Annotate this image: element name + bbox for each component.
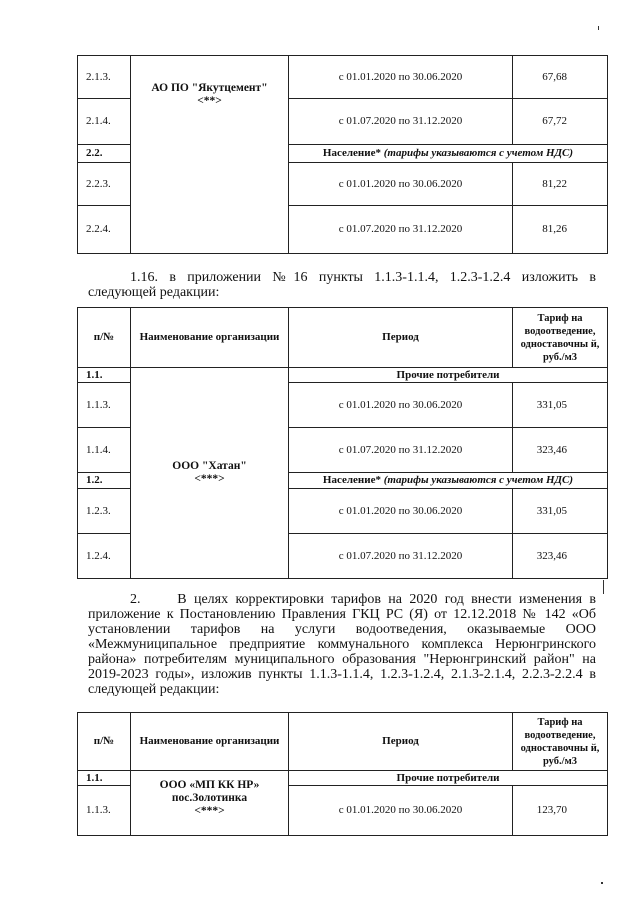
period-cell: с 01.07.2020 по 31.12.2020: [289, 534, 513, 579]
row-number: 1.1.3.: [78, 786, 131, 836]
header-number: п/№: [78, 308, 131, 368]
tariff-value: 81,26: [513, 206, 608, 254]
group-heading: [289, 145, 608, 163]
group-heading: Прочие потребители: [289, 771, 608, 786]
tariff-value: 67,68: [513, 56, 608, 99]
period-cell: с 01.01.2020 по 30.06.2020: [289, 489, 513, 534]
group-title: Население*: [322, 474, 381, 486]
tariff-value: 323,46: [513, 534, 608, 579]
header-organization: Наименование организации: [131, 713, 289, 771]
table-row: [78, 771, 608, 786]
organization-note: <**>: [197, 95, 222, 107]
header-tariff: Тариф на водоотведение, одноставочны й, руб./м3: [513, 308, 608, 368]
row-number: 1.1.4.: [78, 428, 131, 473]
period-cell: с 01.01.2020 по 30.06.2020: [289, 786, 513, 836]
tariff-value: 123,70: [513, 786, 608, 836]
scan-mark: [598, 26, 599, 30]
tariff-table-mp-kk-nr: [77, 712, 608, 836]
paragraph-number: 2.: [130, 592, 141, 607]
header-period: Период: [289, 308, 513, 368]
organization-name: ООО «МП КК НР» пос.Золотинка: [159, 779, 260, 804]
period-cell: с 01.01.2020 по 30.06.2020: [289, 56, 513, 99]
organization-cell: [131, 368, 289, 579]
row-number: 1.1.: [78, 771, 131, 786]
organization-note: <***>: [194, 805, 225, 817]
row-number: 2.2.3.: [78, 163, 131, 206]
paragraph-2: [88, 592, 596, 697]
organization-cell: [131, 771, 289, 836]
period-cell: с 01.07.2020 по 31.12.2020: [289, 206, 513, 254]
period-cell: с 01.07.2020 по 31.12.2020: [289, 428, 513, 473]
group-title: Население*: [322, 147, 381, 159]
organization-name: ООО "Хатан": [172, 460, 247, 472]
row-number: 1.2.3.: [78, 489, 131, 534]
organization-cell: [131, 56, 289, 254]
table-row: [78, 368, 608, 383]
scan-mark: [601, 882, 603, 884]
tariff-table-khatan: [77, 307, 608, 579]
tariff-value: 331,05: [513, 383, 608, 428]
header-tariff: Тариф на водоотведение, одноставочны й, руб./м3: [513, 713, 608, 771]
tariff-value: 331,05: [513, 489, 608, 534]
group-note: (тарифы указываются с учетом НДС): [383, 147, 574, 159]
row-number: 1.2.: [78, 473, 131, 489]
header-period: Период: [289, 713, 513, 771]
row-number: 2.2.: [78, 145, 131, 163]
table-header-row: [78, 308, 608, 368]
row-number: 1.1.: [78, 368, 131, 383]
row-number: 2.1.3.: [78, 56, 131, 99]
tariff-value: 67,72: [513, 99, 608, 145]
period-cell: с 01.07.2020 по 31.12.2020: [289, 99, 513, 145]
group-heading: [289, 473, 608, 489]
row-number: 2.2.4.: [78, 206, 131, 254]
period-cell: с 01.01.2020 по 30.06.2020: [289, 163, 513, 206]
tariff-value: 323,46: [513, 428, 608, 473]
header-organization: Наименование организации: [131, 308, 289, 368]
paragraph-text: В целях корректировки тарифов на 2020 год внести изменения в приложение к Постановлению Правления ГКЦ РС (Я) от 12.12.2018 № 142 «Об установлении тарифов на услуги водоотведения, оказываемые ООО «Межмуниципальное предприятие коммунального комплекса Нерюнгринского района» потребителям муниципального образования "Нерюнгринский район" на 2019-2023 годы», изложив пункты 1.1.3-1.1.4, 1.2.3-1.2.4, 2.1.3-2.1.4, 2.2.3-2.2.4 в следующей редакции:: [88, 592, 597, 697]
row-number: 1.2.4.: [78, 534, 131, 579]
organization-name: АО ПО "Якутцемент": [151, 82, 268, 94]
scan-mark: [603, 580, 604, 594]
table-header-row: [78, 713, 608, 771]
tariff-table-yakutcement: [77, 55, 608, 254]
table-row: [78, 56, 608, 99]
header-number: п/№: [78, 713, 131, 771]
row-number: 2.1.4.: [78, 99, 131, 145]
tariff-value: 81,22: [513, 163, 608, 206]
group-note: (тарифы указываются с учетом НДС): [383, 474, 574, 486]
period-cell: с 01.01.2020 по 30.06.2020: [289, 383, 513, 428]
group-heading: Прочие потребители: [289, 368, 608, 383]
paragraph-1-16: [88, 270, 596, 300]
organization-note: <***>: [194, 473, 225, 485]
paragraph-text: 1.16. в приложении №16 пункты 1.1.3-1.1.4, 1.2.3-1.2.4 изложить в следующей редакции:: [88, 270, 596, 300]
row-number: 1.1.3.: [78, 383, 131, 428]
